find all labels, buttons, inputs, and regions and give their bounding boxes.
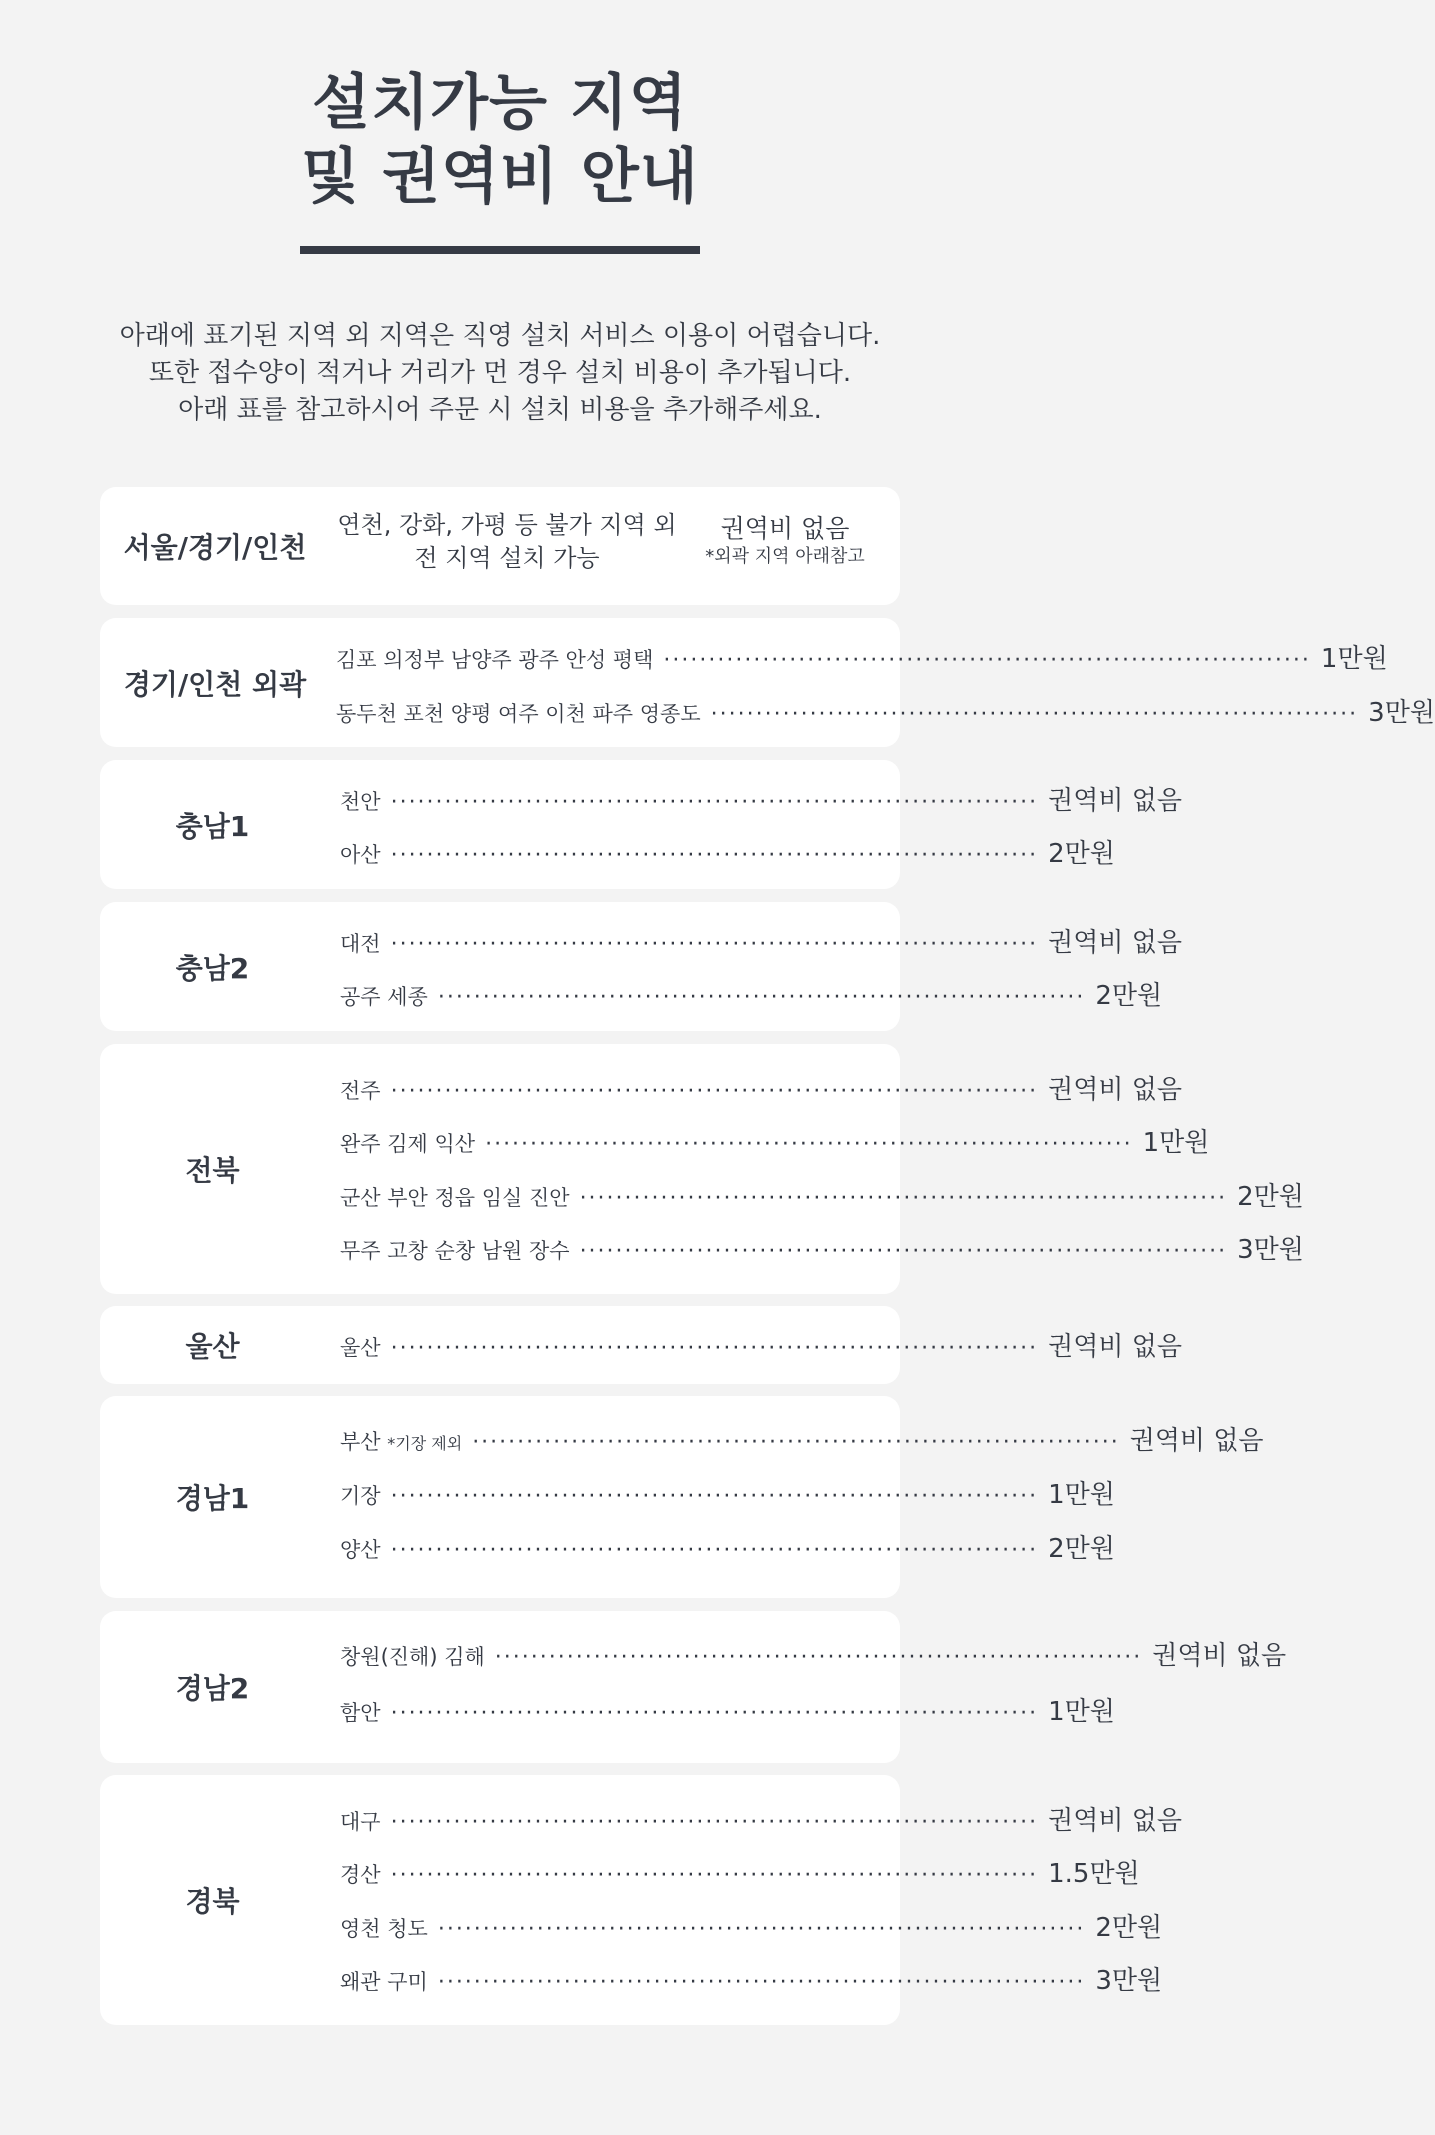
fee-row [340, 1069, 1182, 1106]
fee-row [340, 1528, 1115, 1565]
fee-amount: 권역비 없음 [1048, 1806, 1182, 1836]
region-card-seoul [100, 487, 900, 605]
intro-line: 또한 접수양이 적거나 거리가 먼 경우 설치 비용이 추가됩니다. [148, 358, 852, 388]
region-name: 전북 [185, 1154, 240, 1187]
place-names [340, 1426, 462, 1456]
leader-dots: ········································································ [390, 1484, 1039, 1509]
place-name: 부산 [340, 1430, 381, 1454]
fee-amount: 3만원 [1368, 698, 1435, 728]
description-line: 연천, 강화, 가평 등 불가 지역 외 [337, 511, 677, 539]
leader-dots: ········································································ [494, 1645, 1143, 1670]
place-names: 전주 [340, 1079, 381, 1103]
leader-dots: ········································································ [390, 1701, 1039, 1726]
region-description [332, 509, 682, 575]
fee-amount: 1만원 [1048, 1697, 1115, 1727]
place-names: 동두천 포천 양평 여주 이천 파주 영종도 [336, 702, 701, 726]
fee-row [340, 1474, 1115, 1511]
intro-text [0, 318, 1000, 429]
place-names: 양산 [340, 1538, 381, 1562]
region-card [100, 902, 1182, 1031]
fee-amount: 권역비 없음 [1048, 928, 1182, 958]
leader-dots: ········································································ [485, 1132, 1133, 1157]
fee-row [336, 692, 1435, 729]
leader-dots: ········································································ [710, 702, 1359, 727]
place-names: 완주 김제 익산 [340, 1132, 476, 1156]
place-names: 김포 의정부 남양주 광주 안성 평택 [336, 648, 654, 672]
region-name: 경남2 [175, 1672, 250, 1705]
leader-dots: ········································································ [390, 1079, 1039, 1104]
fee-amount: 2만원 [1095, 981, 1163, 1011]
region-name: 충남2 [175, 951, 250, 985]
region-name: 경기/인천 외곽 [123, 667, 307, 701]
leader-dots: ········································································ [472, 1430, 1120, 1455]
place-names: 아산 [340, 843, 381, 867]
fee-row [340, 1229, 1304, 1266]
fee-row [336, 638, 1388, 675]
fee-amount: 2만원 [1048, 1534, 1115, 1564]
fee-amount: 권역비 없음 [1048, 1075, 1182, 1105]
leader-dots: ········································································ [437, 985, 1086, 1010]
fee-row [340, 1800, 1182, 1837]
region-name: 경남1 [175, 1482, 250, 1515]
fee-amount: 권역비 없음 [1048, 1332, 1182, 1362]
place-names: 대전 [340, 932, 381, 956]
fee-row [340, 1853, 1140, 1890]
fee-row [340, 1635, 1287, 1672]
region-card [100, 760, 1182, 889]
fee-amount: 1만원 [1048, 1480, 1115, 1510]
fee-amount: 1.5만원 [1048, 1859, 1140, 1889]
place-names: 무주 고창 순창 남원 장수 [340, 1239, 570, 1263]
fee-amount: 3만원 [1237, 1235, 1304, 1265]
fee-amount: 권역비 없음 [1152, 1641, 1287, 1671]
region-name: 울산 [185, 1330, 240, 1363]
region-name: 서울/경기/인천 [123, 531, 307, 564]
fee-amount: 권역비 없음 [1048, 786, 1182, 816]
title-underline [300, 246, 700, 254]
place-names: 군산 부안 정읍 임실 진안 [340, 1186, 570, 1210]
leader-dots: ········································································ [390, 1538, 1039, 1563]
place-names: 함안 [340, 1701, 381, 1725]
leader-dots: ········································································ [390, 932, 1039, 957]
fee-row [340, 1176, 1304, 1213]
region-card [100, 1306, 1182, 1384]
fee-row [340, 975, 1163, 1012]
page-title [0, 66, 1000, 214]
leader-dots: ········································································ [390, 843, 1039, 868]
region-name: 경북 [185, 1885, 240, 1918]
fee-row [340, 1122, 1210, 1159]
leader-dots: ········································································ [437, 1970, 1086, 1995]
region-name: 충남1 [175, 809, 250, 843]
region-card [100, 1044, 1304, 1294]
fee-row [340, 833, 1115, 870]
fee-amount: 2만원 [1048, 839, 1115, 869]
place-names: 경산 [340, 1863, 381, 1887]
leader-dots: ········································································ [390, 790, 1039, 815]
fee-amount: 3만원 [1095, 1966, 1163, 1996]
leader-dots: ········································································ [579, 1239, 1228, 1264]
region-card [100, 1396, 1264, 1598]
region-card [100, 1775, 1182, 2025]
fee-row [340, 1691, 1115, 1728]
leader-dots: ········································································ [390, 1810, 1039, 1835]
intro-line: 아래에 표기된 지역 외 지역은 직영 설치 서비스 이용이 어렵습니다. [119, 321, 881, 351]
place-names: 기장 [340, 1484, 381, 1508]
fee-row [340, 1326, 1182, 1363]
place-names: 영천 청도 [340, 1917, 428, 1941]
place-names: 왜관 구미 [340, 1970, 428, 1994]
leader-dots: ········································································ [579, 1186, 1228, 1211]
place-names: 공주 세종 [340, 985, 428, 1009]
leader-dots: ········································································ [437, 1917, 1086, 1942]
leader-dots: ········································································ [390, 1336, 1039, 1361]
place-names: 울산 [340, 1336, 381, 1360]
place-note: *기장 제외 [387, 1434, 463, 1453]
fee-row [340, 1960, 1163, 1997]
leader-dots: ········································································ [663, 648, 1311, 673]
fee-amount: 2만원 [1237, 1182, 1304, 1212]
fee-row [340, 780, 1182, 817]
fee-amount: 2만원 [1095, 1913, 1163, 1943]
region-card [100, 1611, 1287, 1763]
fee-note: *외곽 지역 아래참고 [705, 546, 865, 567]
description-line: 전 지역 설치 가능 [414, 544, 600, 572]
region-card [100, 618, 1435, 747]
fee-text: 권역비 없음 [720, 514, 850, 543]
page-title-line2: 및 권역비 안내 [301, 142, 699, 212]
fee-row [340, 922, 1182, 959]
region-fee [680, 513, 890, 569]
leader-dots: ········································································ [390, 1863, 1039, 1888]
fee-amount: 1만원 [1142, 1128, 1210, 1158]
fee-row [340, 1907, 1163, 1944]
place-names: 대구 [340, 1810, 381, 1834]
page-title-line1: 설치가능 지역 [312, 68, 688, 138]
fee-amount: 권역비 없음 [1129, 1426, 1264, 1456]
intro-line: 아래 표를 참고하시어 주문 시 설치 비용을 추가해주세요. [178, 395, 822, 425]
place-names: 천안 [340, 790, 381, 814]
fee-amount: 1만원 [1320, 644, 1388, 674]
fee-row [340, 1420, 1264, 1457]
place-names: 창원(진해) 김해 [340, 1645, 485, 1669]
